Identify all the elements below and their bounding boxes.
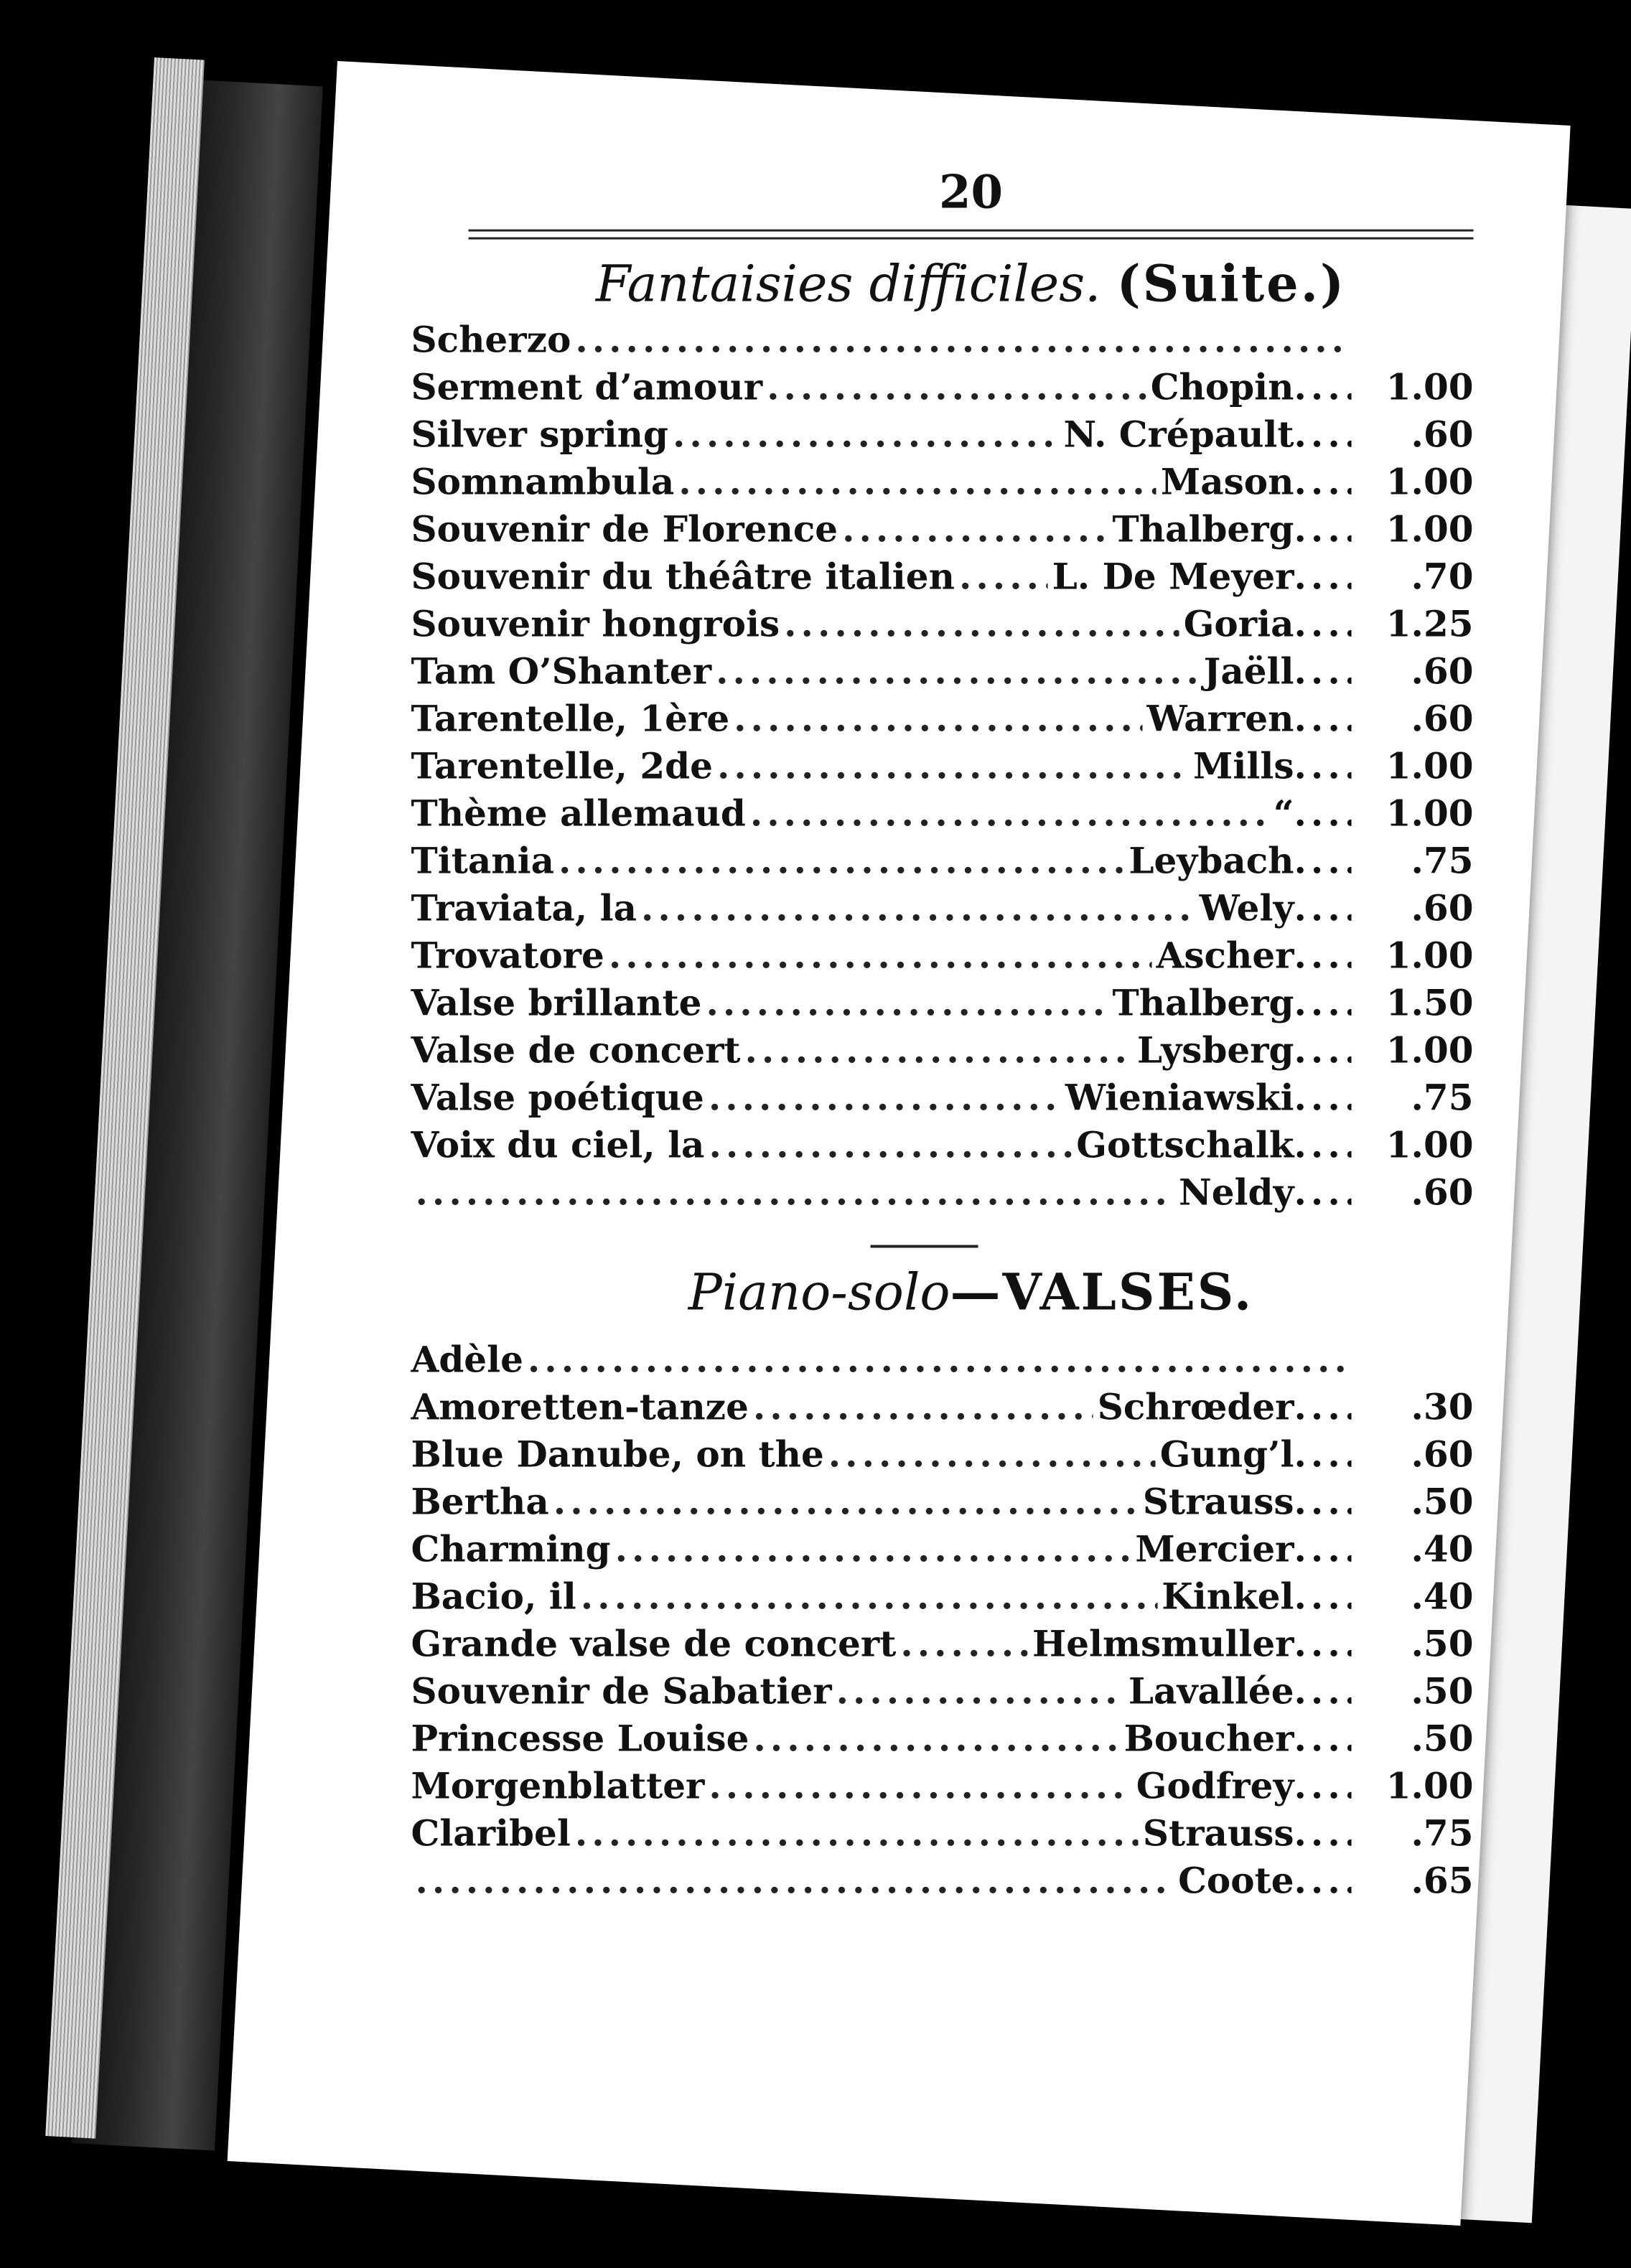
entry-price: 1.00: [1385, 792, 1474, 835]
entry-title: Adèle: [411, 1338, 523, 1381]
catalog-entry: [411, 790, 1474, 838]
catalog-entry: [411, 1122, 1474, 1169]
section-title-suffix: —VALSES.: [950, 1262, 1254, 1322]
entry-price: 1.50: [1385, 981, 1474, 1024]
entry-composer: Gottschalk: [1076, 1123, 1294, 1166]
leader-dots: [1294, 1479, 1352, 1526]
catalog-entry: [411, 1431, 1474, 1479]
entry-price: .75: [1411, 839, 1474, 882]
leader-dots: [1294, 601, 1352, 648]
leader-dots: [1294, 1074, 1352, 1122]
catalog-entry: [411, 695, 1474, 743]
entry-title: Tarentelle, 2de: [411, 744, 713, 787]
leader-dots: [1294, 553, 1352, 601]
leader-dots: [615, 1526, 1131, 1573]
leader-dots: [575, 1810, 1139, 1857]
catalog-entry: [411, 648, 1474, 695]
leader-dots: [1294, 1763, 1352, 1810]
entry-price: .65: [1411, 1859, 1474, 1902]
leader-dots: [553, 1479, 1139, 1526]
entry-composer: Godfrey: [1136, 1764, 1294, 1807]
leader-dots: [828, 1431, 1156, 1479]
entry-title: Bertha: [411, 1480, 549, 1523]
entry-composer: Ascher: [1156, 934, 1294, 977]
entry-price: 1.25: [1385, 602, 1474, 645]
leader-dots: [709, 1763, 1131, 1810]
entry-title: Princesse Louise: [411, 1717, 749, 1760]
leader-dots: [1294, 411, 1352, 459]
catalog-entry: [411, 1621, 1474, 1668]
catalog-page: [228, 61, 1571, 2226]
leader-dots: [1294, 1526, 1352, 1573]
leader-dots: [1294, 932, 1352, 980]
entry-composer: Jaëll: [1203, 650, 1294, 693]
leader-dots: [1294, 790, 1352, 838]
catalog-entry: [411, 1027, 1474, 1074]
entry-composer: Neldy: [1178, 1171, 1294, 1214]
entry-composer: Strauss: [1142, 1480, 1294, 1523]
entry-composer: Mills: [1193, 744, 1294, 787]
leader-dots: [1294, 648, 1352, 695]
entry-title: Souvenir de Sabatier: [411, 1669, 832, 1712]
entry-composer: Lysberg: [1136, 1028, 1294, 1072]
entry-price: .50: [1411, 1669, 1474, 1712]
entry-price: .70: [1411, 555, 1474, 598]
catalog-entry: [411, 1715, 1474, 1763]
entry-price: .60: [1411, 1433, 1474, 1476]
entry-composer: Gung’l: [1159, 1433, 1294, 1476]
entry-title: Valse brillante: [411, 981, 702, 1024]
entry-title: Silver spring: [411, 413, 669, 456]
leader-dots: [678, 459, 1156, 506]
entry-price: .50: [1411, 1622, 1474, 1665]
catalog-entry: [411, 932, 1474, 980]
entry-price: .60: [1411, 1171, 1474, 1214]
catalog-entry: [411, 1074, 1474, 1122]
leader-dots: [1294, 743, 1352, 790]
leader-dots: [900, 1621, 1028, 1668]
catalog-entry: [411, 885, 1474, 932]
leader-dots: [842, 506, 1108, 553]
catalog-entry: [411, 317, 1474, 364]
leader-dots: [1294, 1027, 1352, 1074]
leader-dots: [709, 1122, 1072, 1169]
entry-composer: Coote: [1178, 1859, 1294, 1902]
section-title-italic: Fantaisies difficiles.: [595, 254, 1101, 314]
catalog-entry: [411, 1384, 1474, 1431]
entry-price: .60: [1411, 697, 1474, 740]
entry-composer: Warren: [1146, 697, 1294, 740]
valses-list: [411, 1336, 1474, 1905]
entry-price: 1.00: [1385, 1028, 1474, 1072]
leader-dots: [753, 1715, 1119, 1763]
entry-price: .60: [1411, 650, 1474, 693]
catalog-entry: [411, 980, 1474, 1027]
catalog-entry: [411, 1763, 1474, 1810]
entry-title: Morgenblatter: [411, 1764, 705, 1807]
leader-dots: [1294, 695, 1352, 743]
entry-composer: Helmsmuller: [1032, 1622, 1294, 1665]
leader-dots: [1294, 1668, 1352, 1715]
entry-title: Tam O’Shanter: [411, 650, 712, 693]
leader-dots: [1294, 1431, 1352, 1479]
leader-dots: [836, 1668, 1124, 1715]
entry-title: Grande valse de concert: [411, 1622, 897, 1665]
entry-price: .60: [1411, 886, 1474, 929]
entry-title: Charming: [411, 1527, 611, 1570]
catalog-entry: [411, 506, 1474, 553]
entry-composer: “: [1273, 792, 1294, 835]
entry-composer: Boucher: [1123, 1717, 1294, 1760]
entry-title: Thème allemaud: [411, 792, 746, 835]
leader-dots: [528, 1336, 1347, 1384]
catalog-entry: [411, 1573, 1474, 1621]
entry-price: 1.00: [1385, 934, 1474, 977]
section-title-fantaisies: [469, 254, 1474, 314]
leader-dots: [709, 1074, 1061, 1122]
entry-title: Souvenir du théâtre italien: [411, 555, 955, 598]
catalog-entry: [411, 838, 1474, 885]
entry-composer: Wieniawski: [1065, 1076, 1294, 1119]
leader-dots: [753, 1384, 1093, 1431]
page-content: [411, 166, 1474, 2175]
page-number: 20: [938, 165, 1004, 220]
entry-price: .60: [1411, 413, 1474, 456]
entry-title: Souvenir de Florence: [411, 507, 838, 550]
leader-dots: [1294, 364, 1352, 411]
entry-title: Blue Danube, on the: [411, 1433, 824, 1476]
catalog-entry: [411, 601, 1474, 648]
catalog-entry: [411, 1810, 1474, 1857]
entry-title: Somnambula: [411, 460, 675, 503]
leader-dots: [1294, 1122, 1352, 1169]
leader-dots: [734, 695, 1142, 743]
entry-composer: L. De Meyer: [1052, 555, 1294, 598]
entry-price: .40: [1411, 1527, 1474, 1570]
catalog-entry: [411, 553, 1474, 601]
entry-price: 1.00: [1385, 365, 1474, 408]
entry-composer: Strauss: [1142, 1812, 1294, 1855]
entry-price: .75: [1411, 1076, 1474, 1119]
entry-composer: Chopin: [1150, 365, 1294, 408]
leader-dots: [1294, 1573, 1352, 1621]
entry-price: 1.00: [1385, 744, 1474, 787]
entry-title: Bacio, il: [411, 1575, 576, 1618]
entry-price: 1.00: [1385, 460, 1474, 503]
leader-dots: [717, 743, 1189, 790]
leader-dots: [1294, 838, 1352, 885]
entry-composer: Lavallée: [1128, 1669, 1294, 1712]
leader-dots: [416, 1169, 1174, 1217]
catalog-entry: [411, 1668, 1474, 1715]
leader-dots: [609, 932, 1152, 980]
leader-dots: [1294, 1169, 1352, 1217]
entry-price: 1.00: [1385, 1764, 1474, 1807]
leader-dots: [581, 1573, 1157, 1621]
entry-composer: Mercier: [1135, 1527, 1294, 1570]
leader-dots: [416, 1857, 1174, 1905]
leader-dots: [1294, 1857, 1352, 1905]
header-rule: [469, 230, 1474, 240]
catalog-entry: [411, 411, 1474, 459]
catalog-entry: [411, 459, 1474, 506]
entry-price: .50: [1411, 1717, 1474, 1760]
leader-dots: [1294, 980, 1352, 1027]
entry-title: Valse de concert: [411, 1028, 741, 1072]
catalog-entry: [411, 1169, 1474, 1217]
leader-dots: [750, 790, 1269, 838]
entry-composer: Leybach: [1128, 839, 1294, 882]
leader-dots: [1294, 506, 1352, 553]
catalog-entry: [411, 1479, 1474, 1526]
entry-title: Trovatore: [411, 934, 604, 977]
entry-title: Voix du ciel, la: [411, 1123, 705, 1166]
entry-composer: Thalberg: [1112, 981, 1294, 1024]
leader-dots: [1294, 1621, 1352, 1668]
leader-dots: [1294, 885, 1352, 932]
entry-title: Tarentelle, 1ère: [411, 697, 730, 740]
entry-price: 1.00: [1385, 507, 1474, 550]
leader-dots: [959, 553, 1048, 601]
leader-dots: [716, 648, 1200, 695]
fantaisies-list: [411, 317, 1474, 1217]
section-title-valses: [469, 1262, 1474, 1322]
entry-composer: Goria: [1183, 602, 1294, 645]
entry-composer: Kinkel: [1162, 1575, 1294, 1618]
leader-dots: [1294, 1384, 1352, 1431]
entry-composer: Wely: [1199, 886, 1294, 929]
catalog-entry: [411, 1336, 1474, 1384]
leader-dots: [1294, 1715, 1352, 1763]
leader-dots: [767, 364, 1146, 411]
entry-composer: N. Crépault: [1063, 413, 1294, 456]
leader-dots: [1294, 459, 1352, 506]
entry-price: 1.00: [1385, 1123, 1474, 1166]
entry-title: Claribel: [411, 1812, 571, 1855]
entry-title: Serment d’amour: [411, 365, 763, 408]
entry-composer: Schrœder: [1097, 1385, 1294, 1428]
section-title-suffix: (Suite.): [1116, 253, 1347, 314]
entry-title: Amoretten-tanze: [411, 1385, 749, 1428]
section-divider: [871, 1245, 978, 1248]
entry-composer: Mason: [1160, 460, 1294, 503]
entry-title: Titania: [411, 839, 554, 882]
entry-price: .30: [1411, 1385, 1474, 1428]
leader-dots: [784, 601, 1179, 648]
leader-dots: [559, 838, 1124, 885]
entry-title: Valse poétique: [411, 1076, 704, 1119]
leader-dots: [706, 980, 1108, 1027]
catalog-entry: [411, 1857, 1474, 1905]
leader-dots: [673, 411, 1059, 459]
catalog-entry: [411, 1526, 1474, 1573]
entry-title: Souvenir hongrois: [411, 602, 780, 645]
leader-dots: [1294, 1810, 1352, 1857]
entry-price: .75: [1411, 1812, 1474, 1855]
leader-dots: [641, 885, 1195, 932]
entry-title: Scherzo: [411, 318, 571, 361]
entry-price: .50: [1411, 1480, 1474, 1523]
entry-title: Traviata, la: [411, 886, 637, 929]
entry-price: .40: [1411, 1575, 1474, 1618]
entry-composer: Thalberg: [1112, 507, 1294, 550]
leader-dots: [575, 317, 1347, 364]
catalog-entry: [411, 364, 1474, 411]
section-title-italic: Piano-solo: [688, 1262, 950, 1322]
leader-dots: [745, 1027, 1133, 1074]
catalog-entry: [411, 743, 1474, 790]
